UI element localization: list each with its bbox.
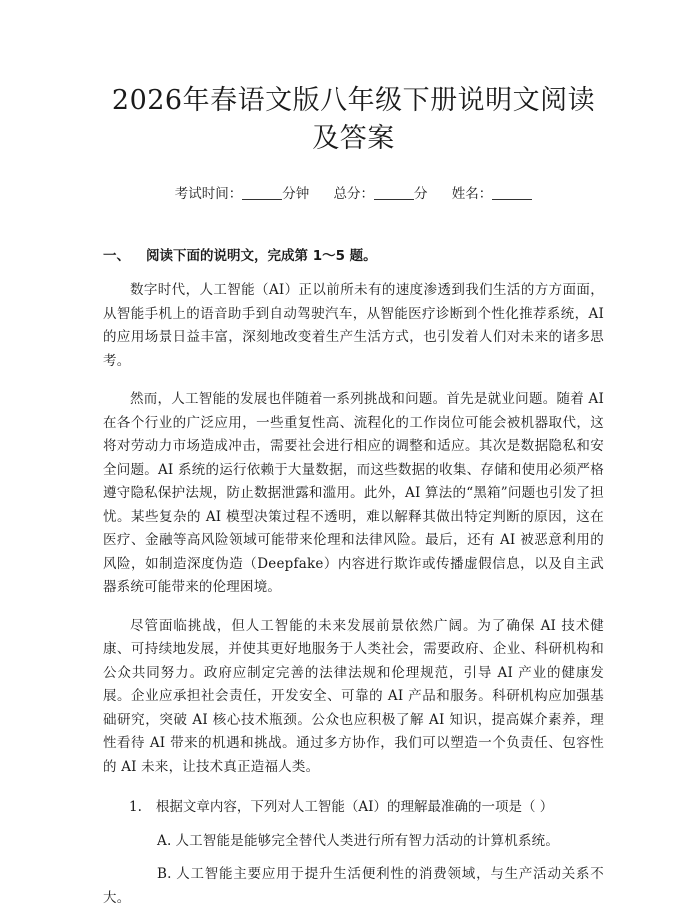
- question-1: [103, 796, 604, 820]
- total-score-unit: 分: [414, 186, 428, 202]
- option-text: 人工智能主要应用于提升生活便利性的消费领域，与生产活动关系不大。: [103, 866, 604, 906]
- option-letter: A.: [157, 832, 172, 849]
- passage-paragraph-1: 数字时代，人工智能（AI）正以前所未有的速度渗透到我们生活的方方面面，从智能手机上的语音助手到自动驾驶汽车，从智能医疗诊断到个性化推荐系统，AI 的应用场景日益丰富，深刻地改变着生产生活方式，也引发着人们对未来的诸多思考。: [103, 282, 604, 369]
- document-title: 2026年春语文版八年级下册说明文阅读及答案: [111, 85, 596, 154]
- total-score-field: [334, 184, 428, 204]
- passage-paragraph-2: 然而，人工智能的发展也伴随着一系列挑战和问题。首先是就业问题。随着 AI 在各个行业的广泛应用，一些重复性高、流程化的工作岗位可能会被机器取代，这将对劳动力市场造成冲击，需要社会进行相应的调整和适应。其次是数据隐私和安全问题。AI 系统的运行依赖于大量数据，而这些数据的收集、存储和使用必须严格遵守隐私保护法规，防止数据泄露和滥用。此外，AI 算法的“黑箱”问题也引发了担忧。某些复杂的 AI 模型决策过程不透明，难以解释其做出特定判断的原因，这在医疗、金融等高风险领域可能带来伦理和法律风险。最后，还有 AI 被恶意利用的风险，如制造深度伪造（Deepfake）内容进行欺诈或传播虚假信息，以及自主武器系统可能带来的伦理困境。: [103, 391, 604, 595]
- question-text: 根据文章内容，下列对人工智能（AI）的理解最准确的一项是（ ）: [155, 799, 554, 815]
- total-score-blank: [374, 186, 414, 200]
- exam-time-unit: 分钟: [282, 186, 310, 202]
- option-letter: B.: [157, 866, 172, 882]
- question-number: 1.: [129, 799, 142, 815]
- section-heading: [103, 246, 604, 266]
- question-option-a: [103, 830, 604, 854]
- option-text: 人工智能是能够完全替代人类进行所有智力活动的计算机系统。: [175, 832, 560, 849]
- total-score-label: 总分：: [333, 186, 374, 202]
- exam-time-label: 考试时间：: [174, 186, 243, 202]
- passage-paragraph-3: 尽管面临挑战，但人工智能的未来发展前景依然广阔。为了确保 AI 技术健康、可持续地发展，并使其更好地服务于人类社会，需要政府、企业、科研机构和公众共同努力。政府应制定完善的法律法规和伦理规范，引导 AI 产业的健康发展。企业应承担社会责任，开发安全、可靠的 AI 产品和服务。科研机构应加强基础研究，突破 AI 核心技术瓶颈。公众也应积极了解 AI 知识，提高媒介素养，理性看待 AI 带来的机遇和挑战。通过多方协作，我们可以塑造一个负责任、包容性的 AI 未来，让技术真正造福人类。: [103, 617, 604, 775]
- name-blank: [492, 186, 532, 200]
- section-number: 一、: [103, 248, 130, 264]
- question-option-b: [103, 863, 604, 910]
- name-field: [452, 184, 533, 204]
- exam-time-blank: [242, 186, 282, 200]
- exam-info: [103, 184, 604, 204]
- name-label: 姓名：: [451, 186, 493, 202]
- exam-time-field: [175, 184, 310, 204]
- section-heading-text: 阅读下面的说明文，完成第 1～5 题。: [146, 248, 377, 264]
